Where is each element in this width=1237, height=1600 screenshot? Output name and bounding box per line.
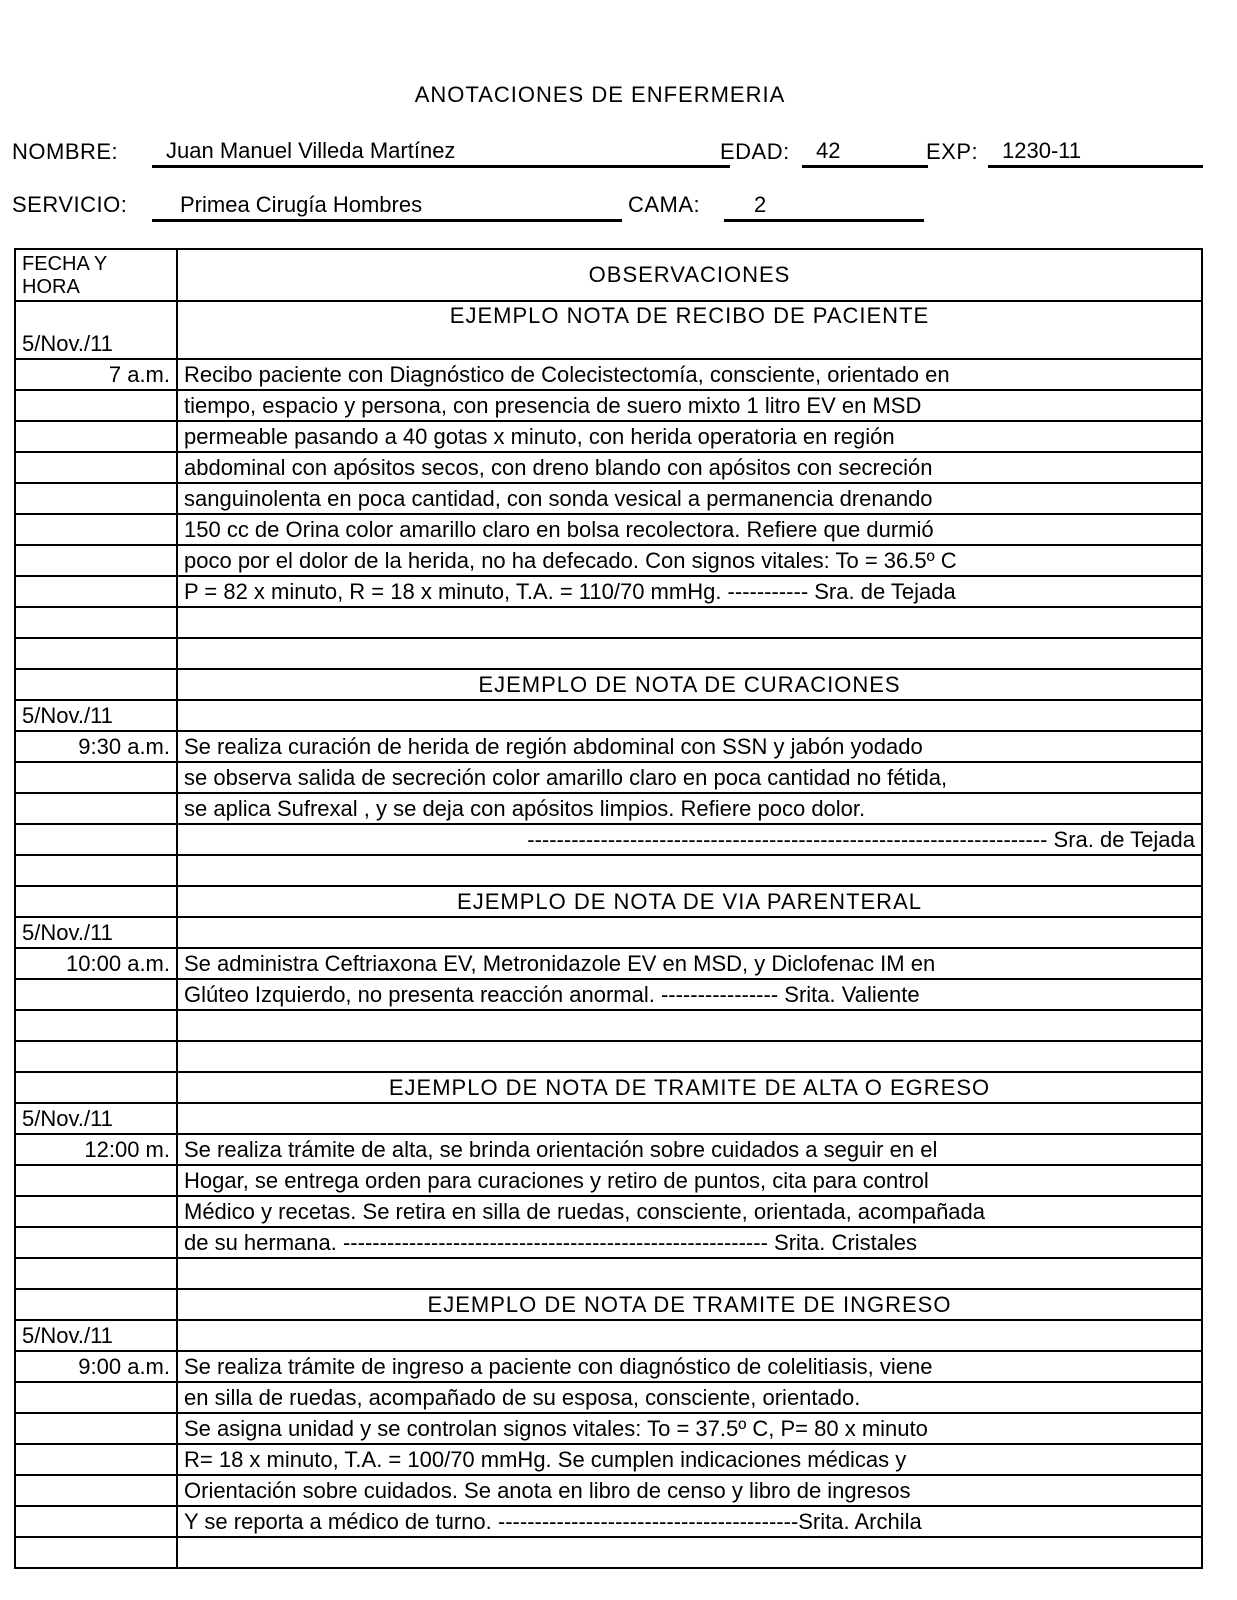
date-cell xyxy=(15,1010,177,1041)
table-row xyxy=(15,1072,1202,1103)
time-cell: 10:00 a.m. xyxy=(15,948,177,979)
date-cell: 5/Nov./11 xyxy=(15,301,177,359)
table-row xyxy=(15,576,1202,607)
date-cell xyxy=(15,452,177,483)
table-row xyxy=(15,762,1202,793)
table-row xyxy=(15,390,1202,421)
date-cell xyxy=(15,390,177,421)
observation-cell: abdominal con apósitos secos, con dreno blando con apósitos con secreción xyxy=(177,452,1202,483)
nombre-label: NOMBRE: xyxy=(12,139,119,164)
date-cell xyxy=(15,762,177,793)
date-cell xyxy=(15,1506,177,1537)
date-cell: 5/Nov./11 xyxy=(15,700,177,731)
table-row xyxy=(15,1103,1202,1134)
table-row xyxy=(15,1289,1202,1320)
section-title: EJEMPLO DE NOTA DE VIA PARENTERAL xyxy=(177,886,1202,917)
date-cell xyxy=(15,1041,177,1072)
exp-label: EXP: xyxy=(926,139,979,164)
date-cell xyxy=(15,1196,177,1227)
table-row xyxy=(15,855,1202,886)
observation-cell: Hogar, se entrega orden para curaciones y retiro de puntos, cita para control xyxy=(177,1165,1202,1196)
observation-cell xyxy=(177,700,1202,731)
observation-cell xyxy=(177,917,1202,948)
section-title: EJEMPLO DE NOTA DE CURACIONES xyxy=(177,669,1202,700)
date-cell xyxy=(15,886,177,917)
table-row xyxy=(15,1165,1202,1196)
table-row xyxy=(15,1010,1202,1041)
table-row xyxy=(15,1537,1202,1568)
observation-cell xyxy=(177,607,1202,638)
date-cell xyxy=(15,1475,177,1506)
section-title: EJEMPLO DE NOTA DE TRAMITE DE INGRESO xyxy=(177,1289,1202,1320)
observation-cell: Se administra Ceftriaxona EV, Metronidazole EV en MSD, y Diclofenac IM en xyxy=(177,948,1202,979)
observation-cell xyxy=(177,1010,1202,1041)
observation-cell: tiempo, espacio y persona, con presencia de suero mixto 1 litro EV en MSD xyxy=(177,390,1202,421)
observation-cell xyxy=(177,1103,1202,1134)
observation-cell: Se realiza curación de herida de región abdominal con SSN y jabón yodado xyxy=(177,731,1202,762)
table-row xyxy=(15,483,1202,514)
observation-cell: de su hermana. ---------------------------------------------------------- Srita. Cristales xyxy=(177,1227,1202,1258)
time-cell: 9:30 a.m. xyxy=(15,731,177,762)
table-row xyxy=(15,1475,1202,1506)
table-row xyxy=(15,917,1202,948)
edad-field: 42 xyxy=(802,138,928,168)
observations-table xyxy=(14,248,1203,1569)
observation-cell xyxy=(177,1258,1202,1289)
observation-cell: Médico y recetas. Se retira en silla de ruedas, consciente, orientada, acompañada xyxy=(177,1196,1202,1227)
observaciones-header: OBSERVACIONES xyxy=(177,249,1202,301)
table-row xyxy=(15,1134,1202,1165)
date-cell xyxy=(15,1227,177,1258)
table-row xyxy=(15,731,1202,762)
observation-cell xyxy=(177,1537,1202,1568)
table-row xyxy=(15,700,1202,731)
table-row xyxy=(15,669,1202,700)
date-cell xyxy=(15,1072,177,1103)
table-row xyxy=(15,514,1202,545)
date-cell: 5/Nov./11 xyxy=(15,1320,177,1351)
observation-cell xyxy=(177,638,1202,669)
observation-cell: Y se reporta a médico de turno. -----------------------------------------Srita. Archila xyxy=(177,1506,1202,1537)
time-cell: 7 a.m. xyxy=(15,359,177,390)
cama-field: 2 xyxy=(724,192,924,222)
date-cell xyxy=(15,514,177,545)
date-cell xyxy=(15,979,177,1010)
observation-cell: se aplica Sufrexal , y se deja con apósitos limpios. Refiere poco dolor. xyxy=(177,793,1202,824)
servicio-label: SERVICIO: xyxy=(12,192,128,217)
cama-label: CAMA: xyxy=(628,192,701,217)
table-row xyxy=(15,421,1202,452)
date-cell xyxy=(15,669,177,700)
date-cell xyxy=(15,483,177,514)
nombre-field: Juan Manuel Villeda Martínez xyxy=(152,138,730,168)
observation-cell xyxy=(177,855,1202,886)
observation-cell: permeable pasando a 40 gotas x minuto, con herida operatoria en región xyxy=(177,421,1202,452)
table-row xyxy=(15,638,1202,669)
section-title: EJEMPLO NOTA DE RECIBO DE PACIENTE xyxy=(177,301,1202,359)
table-row xyxy=(15,1196,1202,1227)
date-cell xyxy=(15,855,177,886)
date-cell xyxy=(15,824,177,855)
fecha-hora-header: FECHA Y HORA xyxy=(15,249,177,301)
table-row xyxy=(15,824,1202,855)
table-row xyxy=(15,948,1202,979)
date-cell: 5/Nov./11 xyxy=(15,1103,177,1134)
date-cell xyxy=(15,545,177,576)
table-row xyxy=(15,1351,1202,1382)
table-header-row xyxy=(15,249,1202,301)
table-row xyxy=(15,1444,1202,1475)
table-row xyxy=(15,1413,1202,1444)
date-cell xyxy=(15,1289,177,1320)
date-cell xyxy=(15,1382,177,1413)
time-cell: 9:00 a.m. xyxy=(15,1351,177,1382)
observation-cell: Se realiza trámite de alta, se brinda orientación sobre cuidados a seguir en el xyxy=(177,1134,1202,1165)
observation-cell: sanguinolenta en poca cantidad, con sonda vesical a permanencia drenando xyxy=(177,483,1202,514)
date-cell xyxy=(15,421,177,452)
observation-cell: R= 18 x minuto, T.A. = 100/70 mmHg. Se cumplen indicaciones médicas y xyxy=(177,1444,1202,1475)
table-row xyxy=(15,1227,1202,1258)
date-cell xyxy=(15,1258,177,1289)
table-row xyxy=(15,793,1202,824)
time-cell: 12:00 m. xyxy=(15,1134,177,1165)
date-cell xyxy=(15,793,177,824)
servicio-field: Primea Cirugía Hombres xyxy=(152,192,622,222)
table-row xyxy=(15,1041,1202,1072)
exp-field: 1230-11 xyxy=(988,138,1203,168)
date-cell xyxy=(15,576,177,607)
date-cell xyxy=(15,1165,177,1196)
table-row xyxy=(15,1506,1202,1537)
observation-cell: P = 82 x minuto, R = 18 x minuto, T.A. = 110/70 mmHg. ----------- Sra. de Tejada xyxy=(177,576,1202,607)
table-row xyxy=(15,1258,1202,1289)
observation-cell: se observa salida de secreción color amarillo claro en poca cantidad no fétida, xyxy=(177,762,1202,793)
edad-label: EDAD: xyxy=(720,139,790,164)
section-title: EJEMPLO DE NOTA DE TRAMITE DE ALTA O EGRESO xyxy=(177,1072,1202,1103)
table-row xyxy=(15,359,1202,390)
observation-cell: Se realiza trámite de ingreso a paciente con diagnóstico de colelitiasis, viene xyxy=(177,1351,1202,1382)
table-row xyxy=(15,545,1202,576)
date-cell xyxy=(15,607,177,638)
observation-cell: Glúteo Izquierdo, no presenta reacción anormal. ---------------- Srita. Valiente xyxy=(177,979,1202,1010)
table-row xyxy=(15,301,1202,359)
table-row xyxy=(15,1320,1202,1351)
table-row xyxy=(15,979,1202,1010)
date-cell xyxy=(15,1444,177,1475)
observation-cell: Recibo paciente con Diagnóstico de Colecistectomía, consciente, orientado en xyxy=(177,359,1202,390)
observation-cell: poco por el dolor de la herida, no ha defecado. Con signos vitales: To = 36.5º C xyxy=(177,545,1202,576)
table-row xyxy=(15,607,1202,638)
document-title: ANOTACIONES DE ENFERMERIA xyxy=(414,82,786,107)
observation-cell: Se asigna unidad y se controlan signos vitales: To = 37.5º C, P= 80 x minuto xyxy=(177,1413,1202,1444)
observation-cell: Orientación sobre cuidados. Se anota en libro de censo y libro de ingresos xyxy=(177,1475,1202,1506)
date-cell xyxy=(15,1537,177,1568)
date-cell: 5/Nov./11 xyxy=(15,917,177,948)
table-row xyxy=(15,886,1202,917)
date-cell xyxy=(15,638,177,669)
table-row xyxy=(15,1382,1202,1413)
observation-cell: en silla de ruedas, acompañado de su esposa, consciente, orientado. xyxy=(177,1382,1202,1413)
table-row xyxy=(15,452,1202,483)
observation-cell: 150 cc de Orina color amarillo claro en bolsa recolectora. Refiere que durmió xyxy=(177,514,1202,545)
date-cell xyxy=(15,1413,177,1444)
observation-cell xyxy=(177,1041,1202,1072)
observation-cell: ----------------------------------------------------------------------- Sra. de Tejada xyxy=(177,824,1202,855)
observation-cell xyxy=(177,1320,1202,1351)
